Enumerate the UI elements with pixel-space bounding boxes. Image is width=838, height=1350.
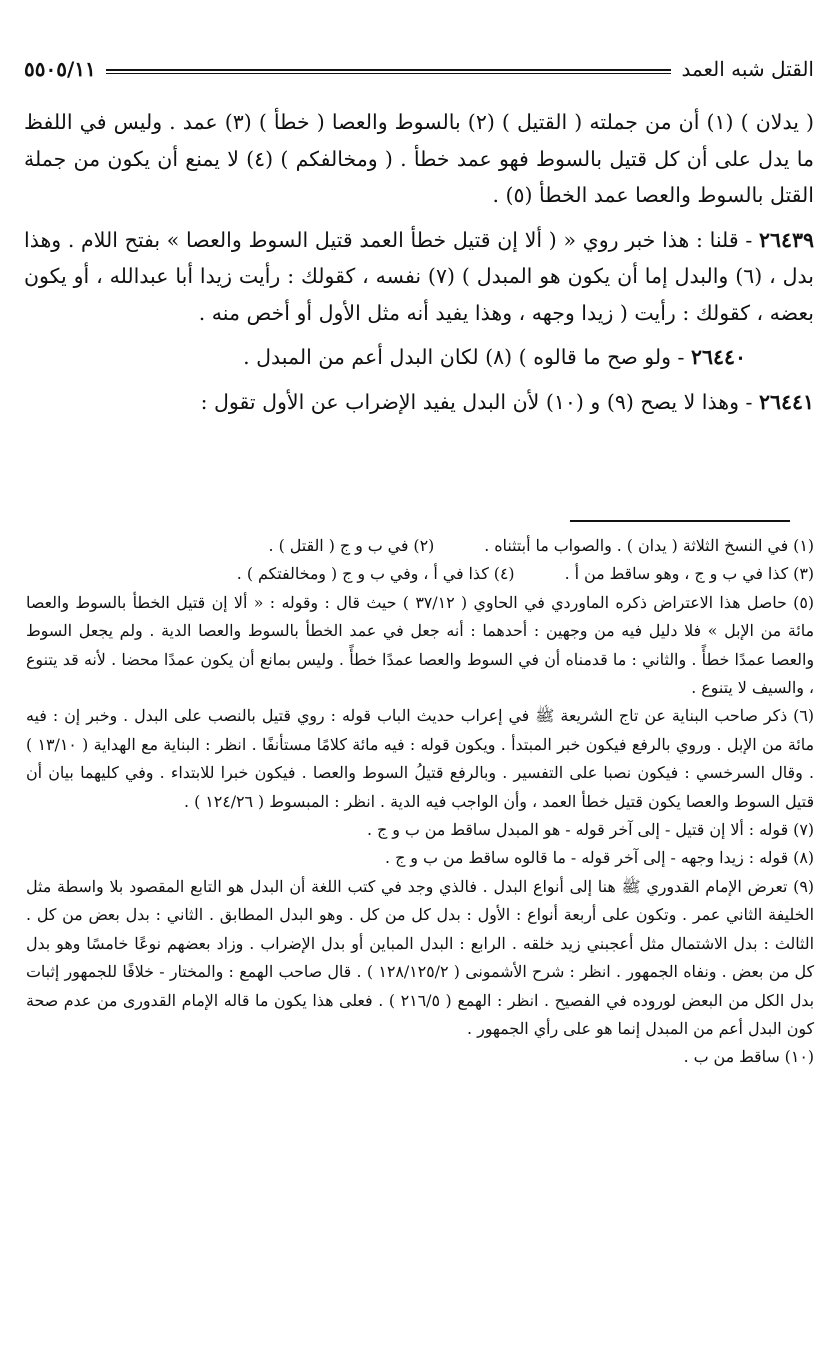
paragraph-text: - قلنا : هذا خبر روي « ( ألا إن قتيل خطأ العمد قتيل السوط والعصا » بفتح اللام . وهذا بدل ، (٦) والبدل إما أن يكون هو المبدل ) (٧) نفسه ، كقولك : رأيت زيدا أبا عبدالله ، أو يكون بعضه ، كقولك : رأيت ( زيدا وجهه ، وهذا يفيد أنه مثل الأول أو أخص منه . bbox=[24, 227, 815, 325]
footnote-5: (٥) حاصل هذا الاعتراض ذكره الماوردي في الحاوي ( ٣٧/١٢ ) حيث قال : وقوله : « ألا إن قتيل الخطأ بالسوط والعصا مائة من الإبل » فلا دليل فيه من وجهين : أحدهما : أنه جعل في عمد الخطأ بالسوط والعصا الدية . ولم يجعل السوط والعصا عمدًا خطأً . والثاني : ما قدمناه أن في السوط والعصا عمدًا خطأً . وليس بمانع أن يكون عمدًا محضا . لأنه قد يتنوع ، والسيف لا يتنوع . bbox=[26, 592, 814, 698]
paragraph-number: ٢٦٤٤٠ bbox=[690, 345, 746, 369]
footnote-2: (٢) في ب و ج ( القتل ) . bbox=[268, 536, 435, 555]
footnote-9: (٩) تعرض الإمام القدوري ﷺ هنا إلى أنواع البدل . فالذي وجد في كتب اللغة أن البدل هو التابع المقصود بلا واسطة مثل الخليفة الثاني عمر . وتكون على أربعة أنواع : الأول : بدل كل من كل . وهو البدل المطابق . الثاني : بدل بعض من كل . الثالث : بدل الاشتمال مثل أعجبني زيد خلقه . الرابع : البدل المباين أو بدل الإضراب . وزاد بعضهم نوعًا خامسًا وهو بدل كل من بعض . ونفاه الجمهور . انظر : شرح الأشمونى ( ١٢٨/١٢٥/٢ ) . قال صاحب الهمع : والمختار - خلافًا للجمهور إثبات بدل الكل من البعض لوروده في الفصيح . انظر : الهمع ( ٢١٦/٥ ) . فعلى هذا يكون ما قاله الإمام القدورى من عدم صحة كون البدل أعم من المبدل إنما هو على رأي الجمهور . bbox=[26, 876, 814, 1038]
paragraph-number: ٢٦٤٣٩ bbox=[758, 227, 814, 252]
footnotes bbox=[26, 532, 814, 1072]
footnote-row bbox=[26, 532, 814, 560]
paragraph-26439 bbox=[24, 222, 814, 332]
footnote-3: (٣) كذا في ب و ج ، وهو ساقط من أ . bbox=[564, 564, 814, 584]
paragraph-26441 bbox=[24, 384, 814, 421]
footnote-8: (٨) قوله : زيدا وجهه - إلى آخر قوله - ما قالوه ساقط من ب و ج . bbox=[385, 848, 814, 868]
footnote-separator bbox=[570, 520, 790, 522]
footnote-4: (٤) كذا في أ ، وفي ب و ج ( ومخالفتكم ) . bbox=[236, 564, 515, 584]
paragraph-continuation: ( يدلان ) (١) أن من جملته ( القتيل ) (٢) بالسوط والعصا ( خطأ ) (٣) عمد . وليس في اللفظ ما يدل على أن كل قتيل بالسوط فهو عمد خطأ . ( ومخالفكم ) (٤) لا يمنع أن يكون من جملة القتل بالسوط والعصا عمد الخطأ (٥) . bbox=[24, 110, 814, 207]
footnote-row bbox=[26, 560, 814, 588]
running-header bbox=[24, 52, 814, 86]
paragraph-number: ٢٦٤٤١ bbox=[758, 389, 814, 414]
footnote-7: (٧) قوله : ألا إن قتيل - إلى آخر قوله - هو المبدل ساقط من ب و ج . bbox=[366, 820, 814, 840]
page-number: ٥٥٠٥/١١ bbox=[24, 57, 96, 81]
main-text bbox=[24, 104, 814, 428]
header-rule bbox=[106, 69, 672, 74]
footnote-1: (١) في النسخ الثلاثة ( يدان ) . والصواب ما أبتثناه . bbox=[484, 536, 814, 555]
paragraph-text: - وهذا لا يصح (٩) و (١٠) لأن البدل يفيد الإضراب عن الأول تقول : bbox=[200, 389, 759, 414]
paragraph-26440 bbox=[24, 339, 814, 376]
chapter-title: القتل شبه العمد bbox=[681, 57, 814, 81]
footnote-6: (٦) ذكر صاحب البناية عن تاج الشريعة ﷺ في إعراب حديث الباب قوله : روي قتيل بالنصب على البدل . وخبر إن : فيه مائة من الإبل . وروي بالرفع فيكون خبر المبتدأ . ويكون قوله : فيه مائة كلامًا مستأنفًا . انظر : البناية مع الهداية ( ١٣/١٠ ) . وقال السرخسي : فيكون نصبا على التفسير . وبالرفع قتيلُ السوط والعصا . فيكون خبرا للابتداء . وفي كليهما بيان أن قتيل السوط والعصا يكون قتيل خطأ العمد ، وأن الواجب فيه الدية . انظر : المبسوط ( ١٢٤/٢٦ ) . bbox=[26, 706, 814, 811]
footnote-10: (١٠) ساقط من ب . bbox=[683, 1047, 814, 1067]
paragraph-text: - ولو صح ما قالوه ) (٨) لكان البدل أعم من المبدل . bbox=[243, 345, 691, 369]
